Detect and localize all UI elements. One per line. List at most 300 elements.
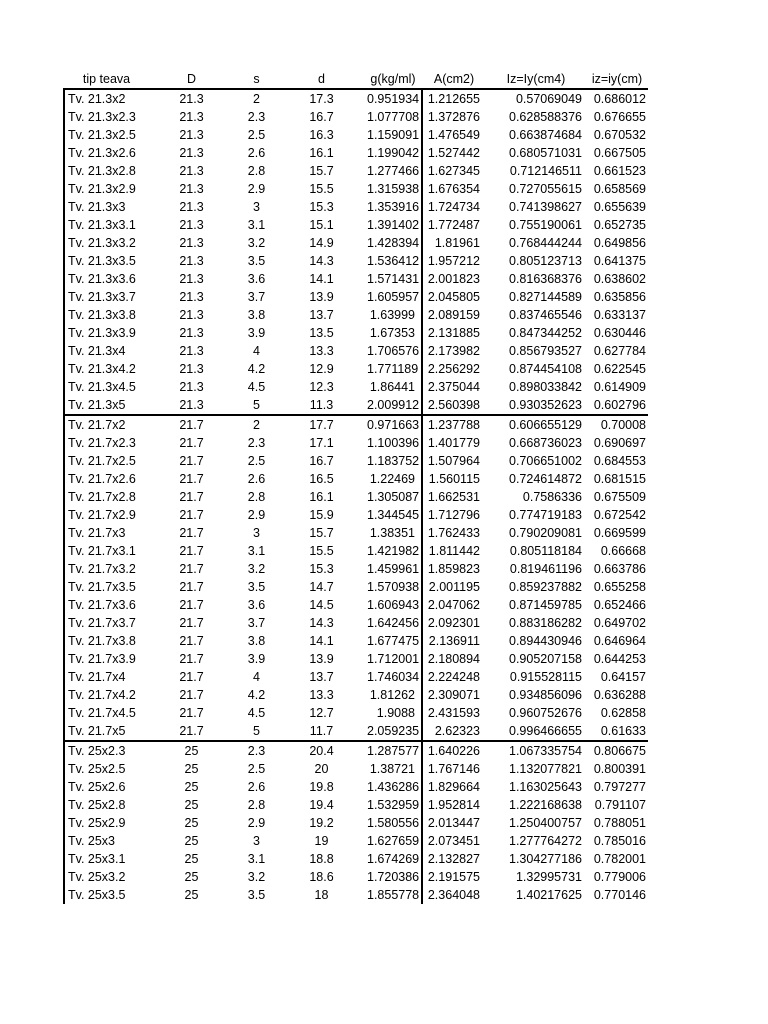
- cell-tip-teava: Tv. 21.7x2.6: [64, 470, 149, 488]
- cell-A: 2.001823: [422, 270, 486, 288]
- cell-Iz: 0.996466655: [509, 724, 582, 738]
- cell-s: 4.5: [247, 380, 266, 394]
- cell-s: 5: [253, 724, 260, 738]
- cell-g: 1.536412: [367, 254, 420, 268]
- cell-iz: 0.602796: [593, 398, 646, 412]
- cell-D: 21.3: [179, 110, 204, 124]
- cell-g: 1.746034: [367, 670, 420, 684]
- cell-D: 21.7: [149, 415, 234, 434]
- cell-s: 3.9: [247, 326, 266, 340]
- cell-s: 3.9: [247, 652, 266, 666]
- cell-tip-teava: Tv. 21.3x3.8: [64, 306, 149, 324]
- cell-tip-teava: Tv. 25x3.1: [64, 850, 149, 868]
- cell-iz: 0.800391: [593, 762, 646, 776]
- cell-d: 13.5: [309, 326, 334, 340]
- cell-s: 3: [253, 526, 260, 540]
- table-row: [64, 560, 648, 578]
- cell-iz: 0.797277: [593, 780, 646, 794]
- cell-d: 15.7: [309, 526, 334, 540]
- cell-g: 2.059235: [367, 724, 420, 738]
- cell-Iz: 0.663874684: [509, 128, 582, 142]
- cell-A: 1.627345: [422, 162, 486, 180]
- cell-D: 21.3: [179, 290, 204, 304]
- cell-s: 3.5: [247, 580, 266, 594]
- cell-g: 1.674269: [367, 852, 420, 866]
- cell-Iz: 1.132077821: [509, 762, 582, 776]
- cell-D: 21.3: [179, 344, 204, 358]
- cell-d: 18.8: [309, 852, 334, 866]
- cell-A: 2.364048: [422, 886, 486, 904]
- cell-D: 21.3: [149, 89, 234, 108]
- cell-Iz: 0.712146511: [509, 164, 582, 178]
- table-row: [64, 270, 648, 288]
- cell-d: 19: [314, 834, 329, 848]
- cell-A: 1.560115: [422, 470, 486, 488]
- cell-s: 3.5: [247, 888, 266, 902]
- cell-tip-teava: Tv. 21.7x3.1: [64, 542, 149, 560]
- cell-s: 2.6: [247, 780, 266, 794]
- header-inertia: Iz=Iy(cm4): [506, 72, 566, 86]
- cell-D: 25: [184, 816, 199, 830]
- cell-Iz: 0.827144589: [509, 290, 582, 304]
- header-row: [64, 70, 648, 89]
- cell-Iz: 0.668736023: [509, 436, 582, 450]
- cell-tip-teava: Tv. 21.7x2.9: [64, 506, 149, 524]
- cell-d: 14.7: [309, 580, 334, 594]
- cell-d: 13.9: [309, 652, 334, 666]
- cell-D: 25: [184, 780, 199, 794]
- cell-tip-teava: Tv. 21.7x3.6: [64, 596, 149, 614]
- table-row: [64, 741, 648, 760]
- table-row: [64, 886, 648, 904]
- cell-d: 13.3: [309, 688, 334, 702]
- cell-tip-teava: Tv. 21.3x2.5: [64, 126, 149, 144]
- cell-D: 21.3: [179, 380, 204, 394]
- cell-D: 21.7: [179, 652, 204, 666]
- cell-iz: 0.70008: [586, 415, 648, 434]
- cell-tip-teava: Tv. 21.3x5: [64, 396, 149, 415]
- cell-g: 1.287577: [364, 741, 422, 760]
- table-row: [64, 668, 648, 686]
- table-row: [64, 378, 648, 396]
- cell-s: 3.2: [247, 236, 266, 250]
- cell-Iz: 0.768444244: [509, 236, 582, 250]
- cell-s: 5: [253, 398, 260, 412]
- cell-D: 21.7: [179, 490, 204, 504]
- cell-D: 25: [184, 888, 199, 902]
- cell-D: 25: [184, 870, 199, 884]
- cell-tip-teava: Tv. 21.7x3.5: [64, 578, 149, 596]
- cell-iz: 0.62858: [600, 706, 646, 720]
- cell-tip-teava: Tv. 25x2.9: [64, 814, 149, 832]
- cell-Iz: 0.847344252: [509, 326, 582, 340]
- cell-tip-teava: Tv. 21.3x3.5: [64, 252, 149, 270]
- cell-D: 21.3: [179, 398, 204, 412]
- cell-g: 1.771189: [367, 362, 419, 376]
- cell-s: 2.6: [247, 472, 266, 486]
- cell-A: 2.173982: [422, 342, 486, 360]
- cell-iz: 0.636288: [593, 688, 646, 702]
- cell-Iz: 1.32995731: [515, 870, 582, 884]
- table-row: [64, 850, 648, 868]
- cell-g: 2.009912: [367, 398, 420, 412]
- cell-d: 13.7: [309, 670, 334, 684]
- cell-g: 1.532959: [367, 798, 420, 812]
- cell-iz: 0.641375: [593, 254, 646, 268]
- cell-g: 1.100396: [367, 436, 420, 450]
- cell-s: 3.5: [247, 254, 266, 268]
- cell-g: 1.642456: [367, 616, 420, 630]
- cell-iz: 0.669599: [593, 526, 646, 540]
- cell-D: 21.7: [179, 436, 204, 450]
- cell-Iz: 0.7586336: [522, 490, 582, 504]
- cell-d: 15.9: [309, 508, 334, 522]
- cell-g: 1.428394: [367, 236, 420, 250]
- cell-D: 21.7: [179, 634, 204, 648]
- cell-tip-teava: Tv. 21.3x3.2: [64, 234, 149, 252]
- cell-A: 2.256292: [422, 360, 486, 378]
- table-row: [64, 578, 648, 596]
- cell-A: 1.762433: [422, 524, 486, 542]
- cell-g: 1.605957: [367, 290, 420, 304]
- cell-d: 14.9: [309, 236, 334, 250]
- cell-s: 2: [234, 89, 279, 108]
- cell-d: 13.7: [309, 308, 334, 322]
- cell-Iz: 0.724614872: [509, 472, 582, 486]
- cell-iz: 0.649856: [593, 236, 646, 250]
- cell-d: 17.3: [279, 89, 364, 108]
- cell-A: 2.001195: [422, 578, 486, 596]
- cell-D: 21.3: [179, 254, 204, 268]
- cell-g: 1.077708: [367, 110, 420, 124]
- table-row: [64, 452, 648, 470]
- cell-g: 1.571431: [367, 272, 420, 286]
- cell-Iz: 0.898033842: [509, 380, 582, 394]
- table-row: [64, 796, 648, 814]
- cell-tip-teava: Tv. 25x3.5: [64, 886, 149, 904]
- cell-g: 1.421982: [367, 544, 420, 558]
- cell-A: 2.375044: [422, 378, 486, 396]
- cell-d: 16.5: [309, 472, 334, 486]
- cell-A: 1.81961: [422, 234, 486, 252]
- header-outer-diameter: D: [186, 72, 197, 86]
- cell-A: 2.132827: [422, 850, 486, 868]
- cell-Iz: 1.277764272: [509, 834, 582, 848]
- table-row: [64, 180, 648, 198]
- cell-s: 3: [253, 200, 260, 214]
- cell-s: 3.6: [247, 272, 266, 286]
- header-tip-teava: tip teava: [82, 72, 131, 86]
- cell-A: 1.772487: [422, 216, 486, 234]
- cell-g: 1.199042: [367, 146, 420, 160]
- cell-D: 21.7: [179, 454, 204, 468]
- cell-A: 1.237788: [422, 415, 486, 434]
- cell-g: 1.9088: [376, 706, 415, 720]
- cell-Iz: 0.871459785: [509, 598, 582, 612]
- cell-s: 3.7: [247, 616, 266, 630]
- cell-g: 1.570938: [367, 580, 420, 594]
- cell-s: 2.9: [247, 508, 266, 522]
- cell-s: 2.8: [247, 164, 266, 178]
- table-row: [64, 524, 648, 542]
- cell-g: 1.81262: [369, 688, 415, 702]
- cell-tip-teava: Tv. 21.3x4.2: [64, 360, 149, 378]
- cell-tip-teava: Tv. 21.3x3.1: [64, 216, 149, 234]
- cell-s: 3.8: [247, 634, 266, 648]
- cell-d: 14.1: [309, 634, 334, 648]
- cell-g: 1.344545: [367, 508, 420, 522]
- cell-A: 1.527442: [422, 144, 486, 162]
- cell-Iz: 0.874454108: [509, 362, 582, 376]
- cell-iz: 0.779006: [593, 870, 646, 884]
- cell-s: 4.2: [247, 362, 266, 376]
- table-row: [64, 722, 648, 741]
- cell-A: 2.309071: [422, 686, 486, 704]
- cell-d: 11.3: [309, 398, 334, 412]
- cell-tip-teava: Tv. 25x2.8: [64, 796, 149, 814]
- cell-g: 1.38351: [369, 526, 415, 540]
- cell-g: 1.855778: [367, 888, 420, 902]
- table-row: [64, 396, 648, 415]
- cell-g: 1.677475: [367, 634, 420, 648]
- cell-tip-teava: Tv. 21.7x2.3: [64, 434, 149, 452]
- cell-d: 19.8: [309, 780, 334, 794]
- cell-s: 4: [253, 670, 260, 684]
- cell-D: 21.3: [179, 236, 204, 250]
- cell-D: 21.3: [179, 200, 204, 214]
- cell-Iz: 0.57069049: [486, 89, 586, 108]
- cell-Iz: 0.905207158: [509, 652, 582, 666]
- cell-d: 18.6: [309, 870, 334, 884]
- cell-Iz: 0.859237882: [509, 580, 582, 594]
- header-radius-gyration: iz=iy(cm): [591, 72, 643, 86]
- cell-Iz: 0.915528115: [509, 670, 582, 684]
- cell-A: 1.957212: [422, 252, 486, 270]
- cell-Iz: 1.250400757: [509, 816, 582, 830]
- table-row: [64, 434, 648, 452]
- cell-s: 3.2: [247, 870, 266, 884]
- cell-s: 2.5: [247, 128, 266, 142]
- table-row: [64, 506, 648, 524]
- cell-d: 19.2: [309, 816, 334, 830]
- cell-s: 2.3: [247, 110, 266, 124]
- cell-iz: 0.633137: [593, 308, 646, 322]
- cell-Iz: 0.741398627: [509, 200, 582, 214]
- cell-s: 3.7: [247, 290, 266, 304]
- cell-Iz: 1.40217625: [515, 888, 582, 902]
- cell-iz: 0.667505: [593, 146, 646, 160]
- cell-g: 1.315938: [367, 182, 420, 196]
- cell-s: 2.8: [247, 490, 266, 504]
- cell-tip-teava: Tv. 21.3x4.5: [64, 378, 149, 396]
- table-row: [64, 324, 648, 342]
- cell-A: 1.724734: [422, 198, 486, 216]
- table-row: [64, 108, 648, 126]
- header-area: A(cm2): [433, 72, 475, 86]
- cell-A: 1.507964: [422, 452, 486, 470]
- cell-d: 14.5: [309, 598, 334, 612]
- cell-d: 13.3: [309, 344, 334, 358]
- cell-Iz: 0.628588376: [509, 110, 582, 124]
- cell-g: 1.86441: [369, 380, 415, 394]
- cell-Iz: 1.163025643: [509, 780, 582, 794]
- cell-tip-teava: Tv. 21.7x4: [64, 668, 149, 686]
- cell-A: 2.224248: [422, 668, 486, 686]
- cell-D: 21.3: [179, 128, 204, 142]
- cell-s: 2.5: [247, 762, 266, 776]
- cell-d: 14.3: [309, 254, 334, 268]
- cell-s: 2.3: [234, 741, 279, 760]
- header-inner-diameter: d: [318, 72, 325, 86]
- cell-A: 2.180894: [422, 650, 486, 668]
- cell-d: 18: [314, 888, 329, 902]
- cell-D: 21.3: [179, 326, 204, 340]
- cell-g: 1.22469: [369, 472, 415, 486]
- cell-g: 1.436286: [367, 780, 420, 794]
- cell-A: 1.401779: [422, 434, 486, 452]
- cell-iz: 0.791107: [594, 798, 646, 812]
- table-row: [64, 470, 648, 488]
- table-row: [64, 614, 648, 632]
- cell-A: 2.191575: [422, 868, 486, 886]
- header-wall-thickness: s: [253, 72, 260, 86]
- cell-D: 21.7: [179, 544, 204, 558]
- cell-tip-teava: Tv. 21.3x3.6: [64, 270, 149, 288]
- cell-D: 21.7: [179, 670, 204, 684]
- cell-d: 19.4: [309, 798, 334, 812]
- cell-s: 3.2: [247, 562, 266, 576]
- cell-D: 21.7: [179, 616, 204, 630]
- cell-A: 2.045805: [422, 288, 486, 306]
- cell-d: 14.3: [309, 616, 334, 630]
- cell-iz: 0.686012: [586, 89, 648, 108]
- cell-Iz: 1.304277186: [509, 852, 582, 866]
- cell-tip-teava: Tv. 21.7x3: [64, 524, 149, 542]
- cell-s: 4.2: [247, 688, 266, 702]
- cell-tip-teava: Tv. 21.7x2.8: [64, 488, 149, 506]
- cell-tip-teava: Tv. 21.3x2.6: [64, 144, 149, 162]
- cell-iz: 0.622545: [593, 362, 646, 376]
- cell-g: 0.951934: [364, 89, 422, 108]
- cell-D: 21.7: [179, 688, 204, 702]
- cell-Iz: 0.960752676: [509, 706, 582, 720]
- cell-Iz: 0.856793527: [509, 344, 582, 358]
- cell-iz: 0.788051: [593, 816, 646, 830]
- cell-g: 1.67353: [369, 326, 415, 340]
- cell-tip-teava: Tv. 21.7x5: [64, 722, 149, 741]
- table-row: [64, 216, 648, 234]
- cell-iz: 0.658569: [593, 182, 646, 196]
- cell-A: 2.013447: [422, 814, 486, 832]
- cell-d: 20.4: [279, 741, 364, 760]
- cell-Iz: 0.819461196: [509, 562, 582, 576]
- cell-tip-teava: Tv. 25x2.5: [64, 760, 149, 778]
- cell-iz: 0.655639: [593, 200, 646, 214]
- cell-A: 1.662531: [422, 488, 486, 506]
- cell-iz: 0.627784: [593, 344, 646, 358]
- cell-d: 15.3: [309, 562, 334, 576]
- cell-A: 1.811442: [422, 542, 486, 560]
- cell-tip-teava: Tv. 21.3x3.7: [64, 288, 149, 306]
- cell-A: 1.640226: [422, 741, 486, 760]
- table-row: [64, 542, 648, 560]
- cell-Iz: 0.883186282: [509, 616, 582, 630]
- cell-D: 25: [184, 798, 199, 812]
- cell-d: 15.1: [309, 218, 334, 232]
- table-row: [64, 488, 648, 506]
- cell-A: 2.092301: [422, 614, 486, 632]
- table-row: [64, 162, 648, 180]
- cell-d: 12.7: [309, 706, 334, 720]
- cell-Iz: 0.805123713: [509, 254, 582, 268]
- cell-s: 2.9: [247, 182, 266, 196]
- cell-g: 1.459961: [367, 562, 420, 576]
- table-row: [64, 760, 648, 778]
- cell-D: 21.7: [179, 724, 204, 738]
- cell-tip-teava: Tv. 21.7x3.9: [64, 650, 149, 668]
- cell-d: 16.7: [309, 454, 334, 468]
- cell-iz: 0.661523: [593, 164, 646, 178]
- cell-tip-teava: Tv. 25x3: [64, 832, 149, 850]
- cell-D: 21.3: [179, 362, 204, 376]
- cell-tip-teava: Tv. 25x2.3: [64, 741, 149, 760]
- cell-iz: 0.690697: [593, 436, 646, 450]
- cell-tip-teava: Tv. 21.3x4: [64, 342, 149, 360]
- cell-d: 17.7: [279, 415, 364, 434]
- cell-A: 2.136911: [422, 632, 486, 650]
- header-weight: g(kg/ml): [370, 72, 416, 86]
- cell-iz: 0.655258: [593, 580, 646, 594]
- cell-D: 21.7: [179, 526, 204, 540]
- cell-d: 16.1: [309, 146, 334, 160]
- cell-iz: 0.770146: [593, 888, 646, 902]
- table-row: [64, 288, 648, 306]
- table-body: [64, 89, 648, 904]
- cell-tip-teava: Tv. 21.7x3.7: [64, 614, 149, 632]
- cell-iz: 0.614909: [593, 380, 646, 394]
- cell-Iz: 0.816368376: [509, 272, 582, 286]
- cell-D: 21.7: [179, 472, 204, 486]
- cell-g: 1.38721: [369, 762, 415, 776]
- cell-tip-teava: Tv. 21.7x3.2: [64, 560, 149, 578]
- cell-tip-teava: Tv. 21.7x4.2: [64, 686, 149, 704]
- cell-tip-teava: Tv. 21.7x2.5: [64, 452, 149, 470]
- cell-iz: 0.644253: [593, 652, 646, 666]
- cell-tip-teava: Tv. 25x2.6: [64, 778, 149, 796]
- cell-d: 15.3: [309, 200, 334, 214]
- cell-g: 1.720386: [367, 870, 420, 884]
- cell-s: 2.5: [247, 454, 266, 468]
- cell-iz: 0.638602: [593, 272, 646, 286]
- table-row: [64, 650, 648, 668]
- cell-g: 1.712001: [367, 652, 420, 666]
- cell-d: 16.3: [309, 128, 334, 142]
- cell-iz: 0.670532: [593, 128, 646, 142]
- cell-Iz: 0.894430946: [509, 634, 582, 648]
- cell-d: 16.7: [309, 110, 334, 124]
- cell-A: 2.431593: [422, 704, 486, 722]
- cell-s: 4: [253, 344, 260, 358]
- cell-D: 21.7: [179, 508, 204, 522]
- cell-Iz: 1.222168638: [509, 798, 582, 812]
- cell-s: 4.5: [247, 706, 266, 720]
- cell-g: 0.971663: [364, 415, 422, 434]
- table-row: [64, 234, 648, 252]
- cell-g: 1.159091: [367, 128, 420, 142]
- cell-D: 21.3: [179, 272, 204, 286]
- table-row: [64, 596, 648, 614]
- cell-D: 21.3: [179, 308, 204, 322]
